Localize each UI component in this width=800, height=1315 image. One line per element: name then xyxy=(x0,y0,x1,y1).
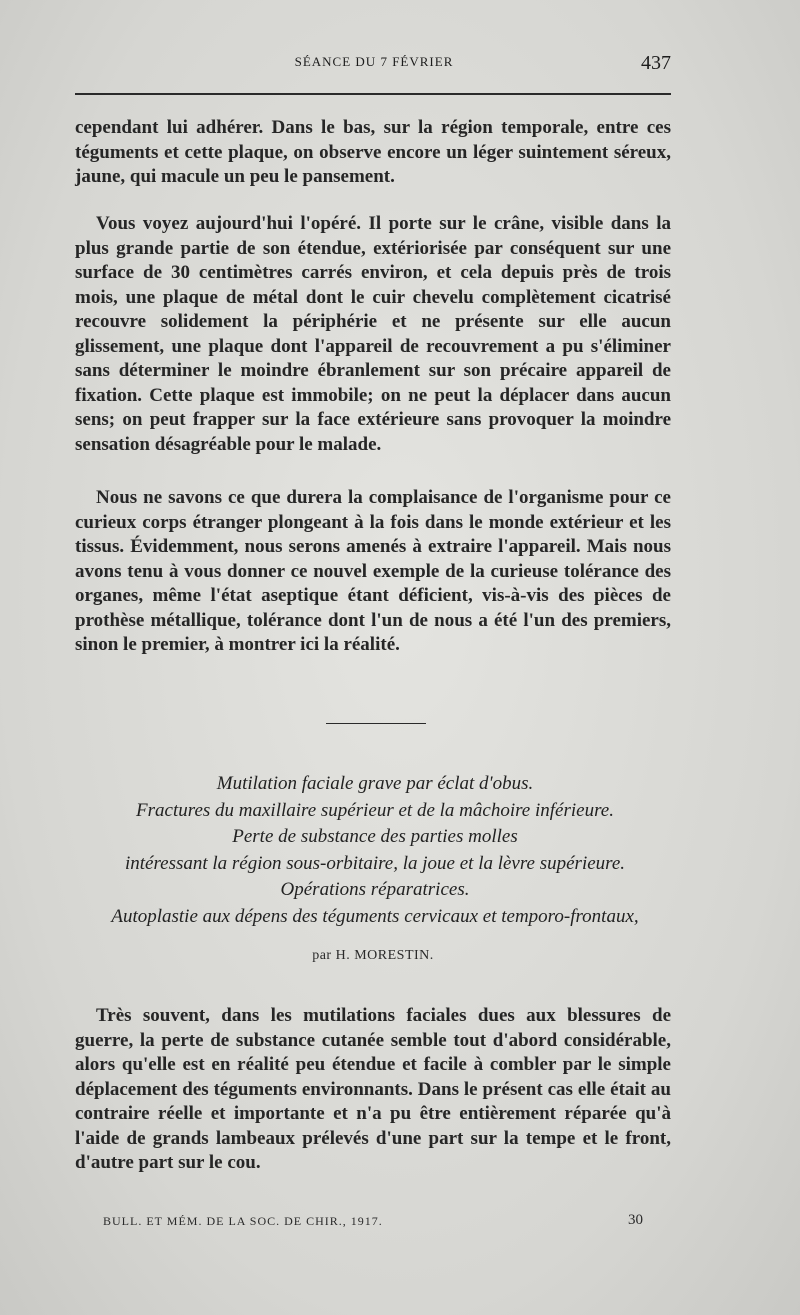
article-title xyxy=(60,771,690,930)
paragraph-text: cependant lui adhérer. Dans le bas, sur la région temporale, entre ces téguments et cette plaque, on observe encore un léger suintement séreux, jaune, qui macule un peu le pansement. xyxy=(75,117,671,187)
paragraph-article-intro xyxy=(75,1004,671,1176)
header-rule xyxy=(75,93,671,95)
paragraph-continuation xyxy=(75,116,671,190)
article-title-line: Opérations réparatrices. xyxy=(280,879,470,900)
author-byline: par H. MORESTIN. xyxy=(312,948,434,963)
paragraph-text: Très souvent, dans les mutilations faciales dues aux blessures de guerre, la perte de substance cutanée semble tout d'abord considérable, alors qu'elle est en réalité peu étendue et facile à combler par le simple déplacement des téguments environnants. Dans le présent cas elle était au contraire réelle et importante et n'a pu être entièrement réparée qu'à l'aide de grands lambeaux prélevés d'une part sur la tempe et le front, d'autre part sur le cou. xyxy=(75,1005,671,1173)
section-separator xyxy=(326,723,426,724)
article-title-line: Mutilation faciale grave par éclat d'obus. xyxy=(216,773,534,794)
page-number: 437 xyxy=(641,52,671,74)
page-header xyxy=(75,52,673,78)
publication-reference: BULL. ET MÉM. DE LA SOC. DE CHIR., 1917. xyxy=(103,1214,383,1228)
article-title-line: Autoplastie aux dépens des téguments cervicaux et temporo-frontaux, xyxy=(111,905,639,927)
paragraph-operated-patient xyxy=(75,212,671,457)
page-footer xyxy=(103,1212,643,1232)
paragraph-text: Vous voyez aujourd'hui l'opéré. Il porte sur le crâne, visible dans la plus grande partie de son étendue, extériorisée par conséquent sur une surface de 30 centimètres carrés environ, et cela depuis près de trois mois, une plaque de métal dont le cuir chevelu complètement cicatrisé recouvre solidement la périphérie et ne présente sur elle aucun glissement, une plaque dont l'appareil de recouvrement a pu s'éliminer sans déterminer le moindre ébranlement sur son précaire appareil de fixation. Cette plaque est immobile; on ne peut la déplacer dans aucun sens; on peut frapper sur la face extérieure sans provoquer la moindre sensation désagréable pour le malade. xyxy=(75,213,671,455)
article-title-line: intéressant la région sous-orbitaire, la joue et la lèvre supérieure. xyxy=(124,852,626,874)
signature-number: 30 xyxy=(628,1212,643,1228)
running-title: SÉANCE DU 7 FÉVRIER xyxy=(294,54,454,69)
article-title-line: Fractures du maxillaire supérieur et de la mâchoire inférieure. xyxy=(136,799,614,821)
article-title-line: Perte de substance des parties molles xyxy=(232,826,518,847)
paragraph-text: Nous ne savons ce que durera la complaisance de l'organisme pour ce curieux corps étranger plongeant à la fois dans le monde extérieur et les tissus. Évidemment, nous serons amenés à extraire l'appareil. Mais nous avons tenu à vous donner ce nouvel exemple de la curieuse tolérance des organes, même l'état aseptique étant déficient, vis-à-vis des pièces de prothèse métallique, tolérance dont l'un de nous a été l'un des premiers, sinon le premier, à montrer ici la réalité. xyxy=(75,487,671,655)
paragraph-tolerance xyxy=(75,486,671,658)
